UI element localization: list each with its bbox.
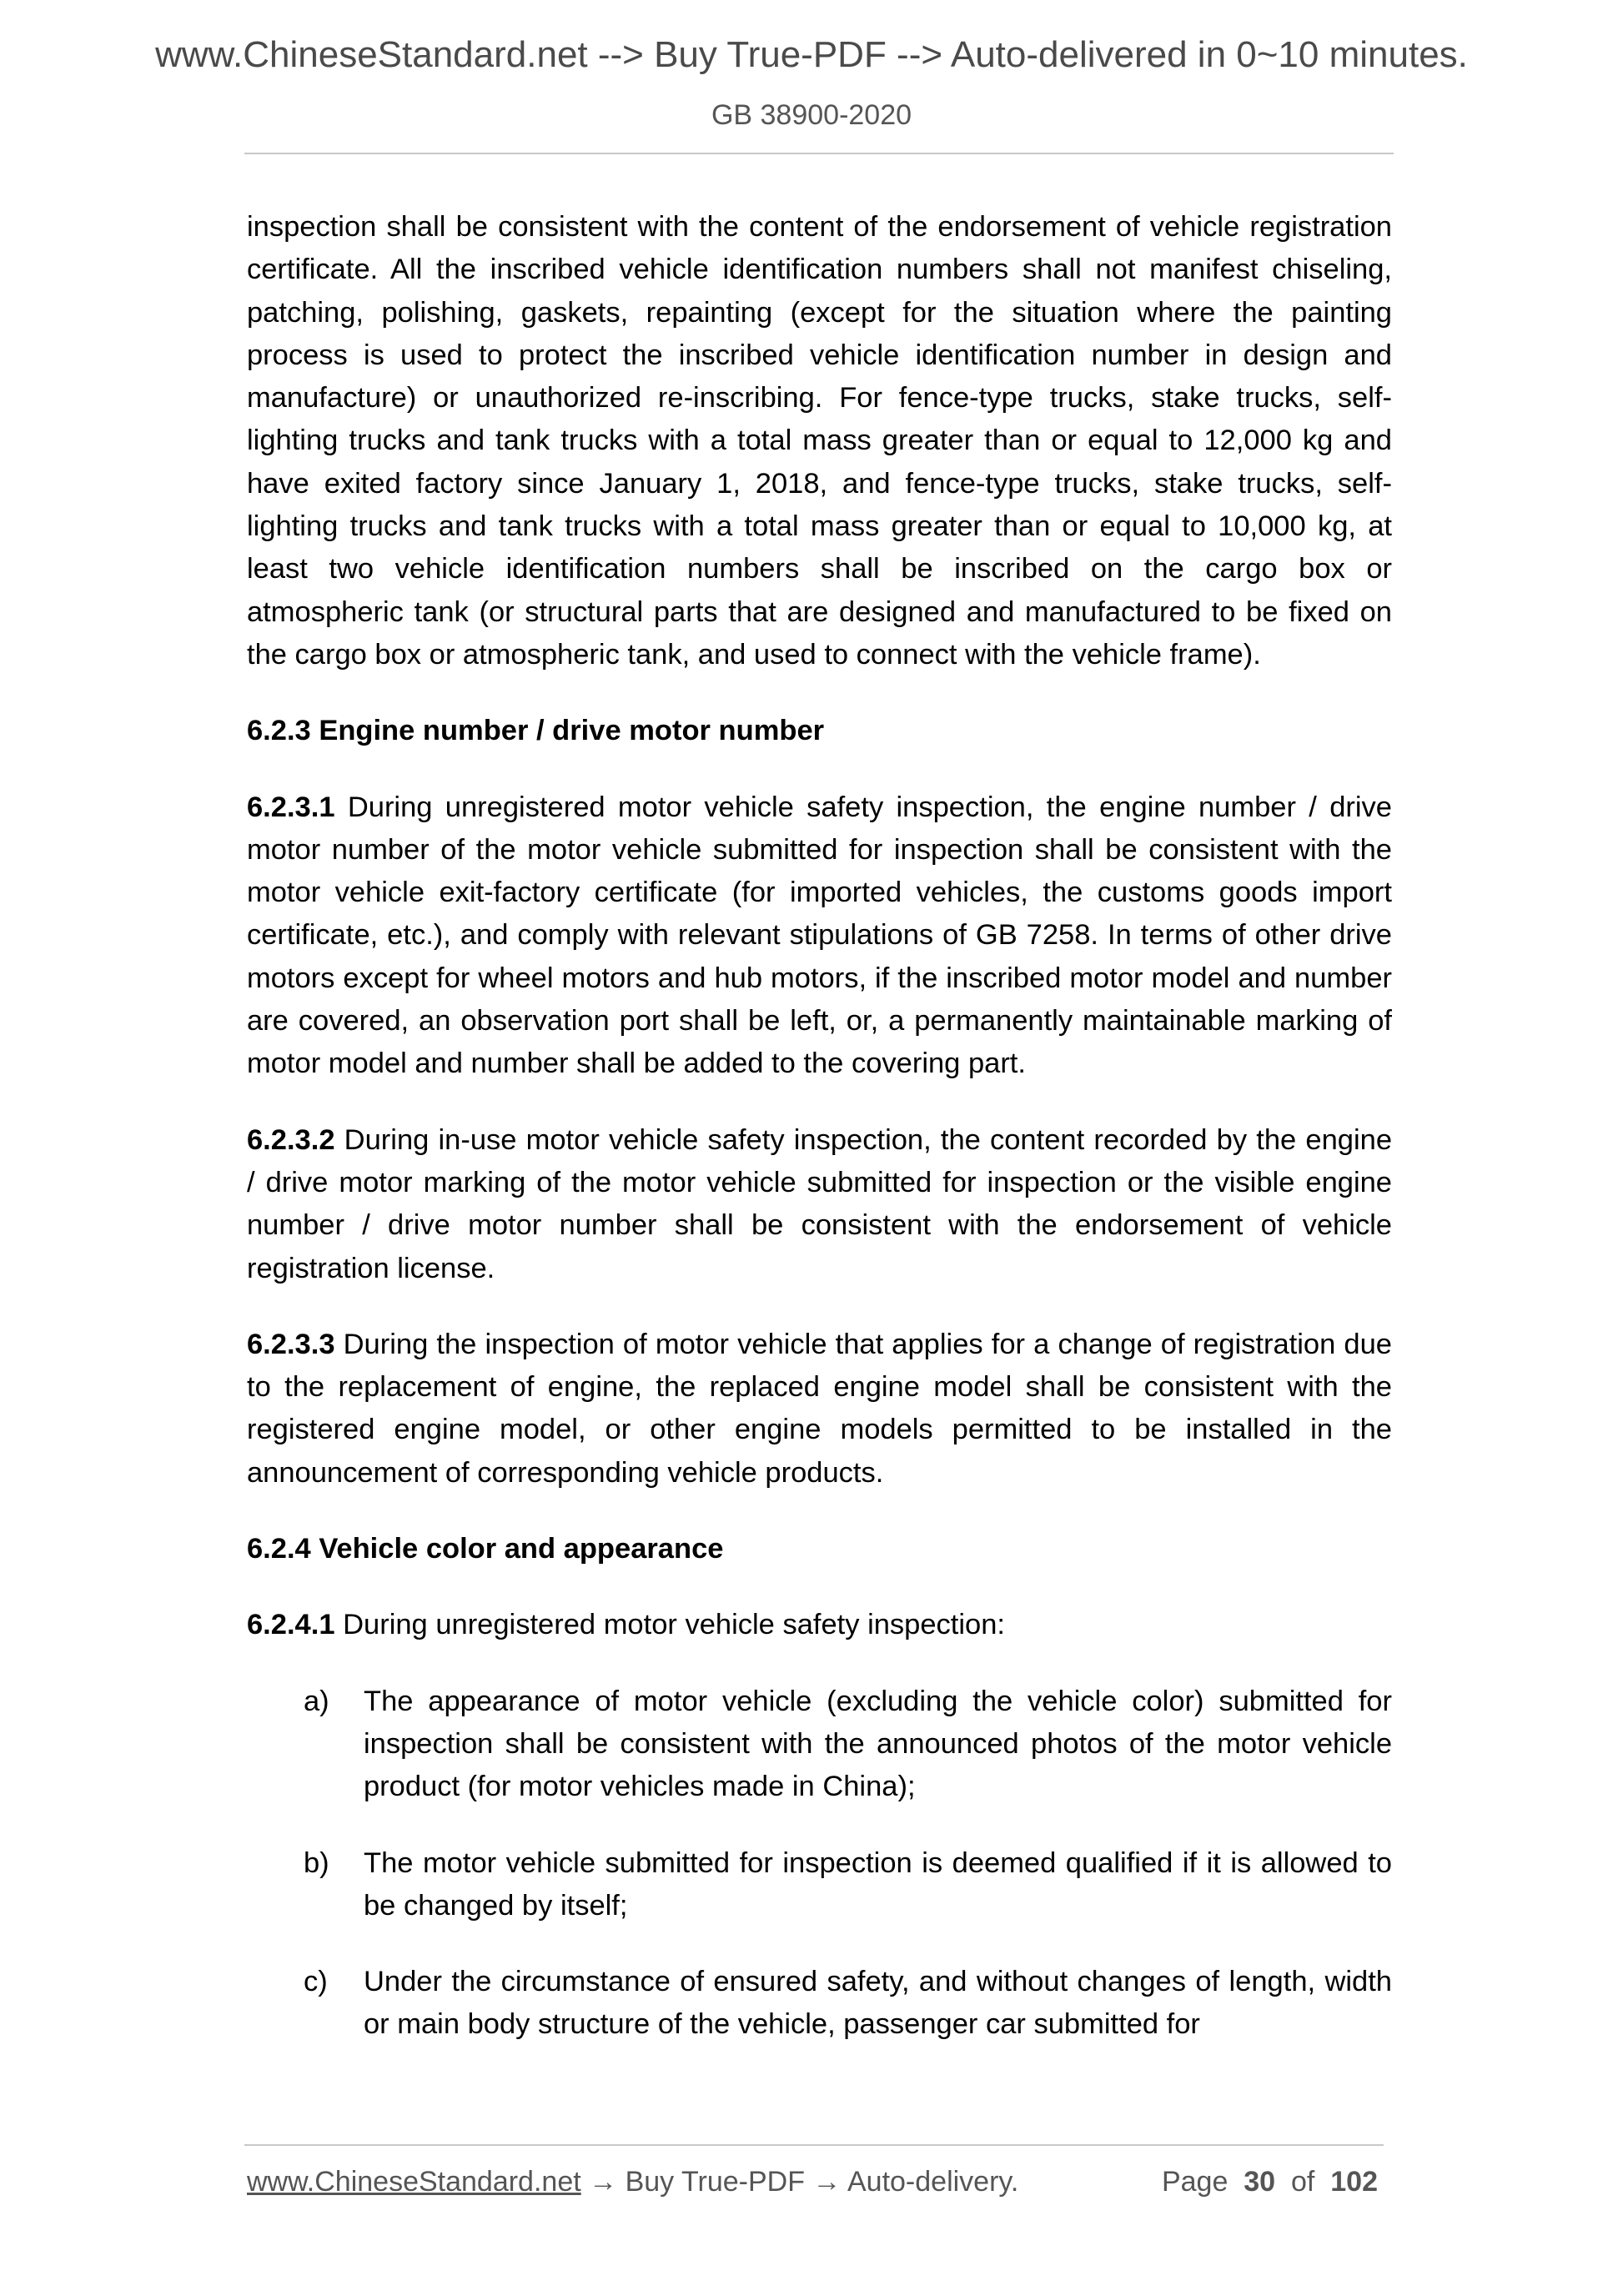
clause-text: During unregistered motor vehicle safety inspection: [334, 1609, 1006, 1641]
clause-text: During in-use motor vehicle safety inspection, the content recorded by the engine / drive motor marking of the motor vehicle submitted for inspection or the visible engine number / drive motor number shall be consistent with the endorsement of vehicle registration license. [247, 1123, 1392, 1284]
section-heading-6-2-4: 6.2.4 Vehicle color and appearance [247, 1533, 724, 1565]
page-label: Page [1161, 2166, 1229, 2198]
section-heading-6-2-3: 6.2.3 Engine number / drive motor number [247, 715, 825, 747]
list-marker: a) [304, 1685, 329, 1717]
footer-left [247, 2165, 1018, 2199]
page-number: 30 [1244, 2166, 1276, 2198]
header-divider [244, 153, 1394, 154]
site-link[interactable]: www.ChineseStandard.net [247, 2166, 581, 2198]
of-label: of [1291, 2166, 1315, 2198]
page-indicator [1162, 2165, 1378, 2199]
list-item-text: Under the circumstance of ensured safety, and without changes of length, width or main body structure of the vehicle, passenger car submitted for [364, 1966, 1392, 2041]
list-item-text: The motor vehicle submitted for inspection is deemed qualified if it is allowed to be changed by itself; [364, 1846, 1392, 1922]
clause-number: 6.2.3.2 [247, 1123, 335, 1156]
list-item-c [247, 1961, 1392, 2047]
clause-number: 6.2.3.3 [247, 1328, 335, 1360]
footer-tagline: → Buy True-PDF → Auto-delivery. [580, 2166, 1019, 2198]
top-banner: www.ChineseStandard.net --> Buy True-PDF --> Auto-delivered in 0~10 minutes. [155, 34, 1468, 75]
clause-6-2-3-2 [247, 1119, 1392, 1290]
clause-6-2-3-3 [247, 1324, 1392, 1495]
clause-6-2-4-1 [247, 1604, 1392, 1646]
list-item-b [247, 1842, 1392, 1928]
total-pages: 102 [1330, 2166, 1378, 2198]
standard-code: GB 38900-2020 [711, 99, 912, 131]
clause-6-2-3-1 [247, 786, 1392, 1086]
clause-number: 6.2.3.1 [247, 791, 335, 823]
clause-text: During unregistered motor vehicle safety inspection, the engine number / drive motor number of the motor vehicle submitted for inspection shall be consistent with the motor vehicle exit-factory certificate (for imported vehicles, the customs goods import certificate, etc.), and comply with relevant stipulations of GB 7258. In terms of other drive motors except for wheel motors and hub motors, if the inscribed motor model and number are covered, an observation port shall be left, or, a permanently maintainable marking of motor model and number shall be added to the covering part. [247, 791, 1392, 1080]
footer-divider [244, 2144, 1384, 2146]
document-body [247, 206, 1392, 2047]
clause-text: During the inspection of motor vehicle that applies for a change of registration due to the replacement of engine, the replaced engine model shall be consistent with the registered engine model, or other engine models permitted to be installed in the announcement of corresponding vehicle products. [247, 1328, 1392, 1489]
list-item-a [247, 1681, 1392, 1809]
clause-number: 6.2.4.1 [247, 1609, 335, 1641]
intro-paragraph: inspection shall be consistent with the content of the endorsement of vehicle registration certificate. All the inscribed vehicle identification numbers shall not manifest chiseling, patching, polishing, gaskets, repainting (except for the situation where the painting process is used to protect the inscribed vehicle identification number in design and manufacture) or unauthorized re-inscribing. For fence-type trucks, stake trucks, self-lighting trucks and tank trucks with a total mass greater than or equal to 12,000 kg and have exited factory since January 1, 2018, and fence-type trucks, stake trucks, self-lighting trucks and tank trucks with a total mass greater than or equal to 10,000 kg, at least two vehicle identification numbers shall be inscribed on the cargo box or atmospheric tank (or structural parts that are designed and manufactured to be fixed on the cargo box or atmospheric tank, and used to connect with the vehicle frame). [247, 211, 1392, 671]
list-marker: b) [304, 1846, 329, 1879]
list-item-text: The appearance of motor vehicle (excluding the vehicle color) submitted for inspection shall be consistent with the announced photos of the motor vehicle product (for motor vehicles made in China); [364, 1685, 1392, 1803]
list-marker: c) [304, 1966, 328, 1998]
